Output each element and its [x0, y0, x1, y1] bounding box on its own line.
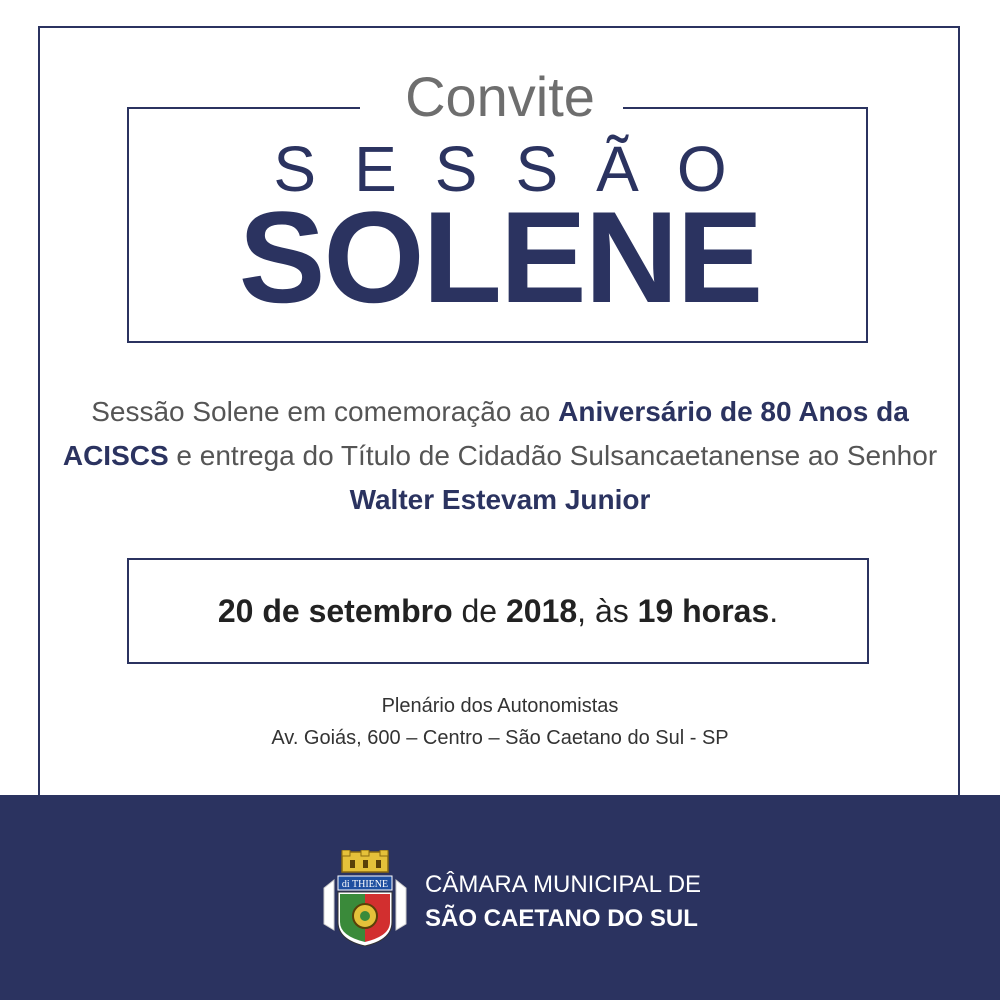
venue	[0, 690, 1000, 754]
date-end: .	[769, 593, 779, 629]
org-line-2: SÃO CAETANO DO SUL	[425, 905, 698, 932]
date-time: 19 horas	[637, 593, 770, 629]
city-crest-icon	[320, 850, 410, 950]
date-day-month: 20 de setembro	[217, 593, 453, 629]
desc-part-1: Sessão Solene em comemoração ao	[91, 396, 559, 427]
org-line-1: CÂMARA MUNICIPAL DE	[425, 871, 702, 898]
title-line-2: SOLENE	[238, 184, 762, 330]
invite-label-text: Convite	[377, 65, 623, 128]
desc-bold-2: Walter Estevam Junior	[349, 484, 651, 515]
venue-name: Plenário dos Autonomistas	[381, 695, 619, 717]
venue-address: Av. Goiás, 600 – Centro – São Caetano do Sul - SP	[271, 727, 729, 749]
crest-banner-text: di THIENE	[341, 879, 389, 890]
desc-part-2: e entrega do Título de Cidadão Sulsancaetanense ao Senhor	[168, 440, 938, 471]
desc-bold-1: Aniversário de 80 Anos da ACISCS	[62, 396, 909, 471]
date-de: de	[452, 593, 506, 629]
organization-name	[425, 868, 701, 936]
invite-label	[0, 62, 1000, 132]
date-box	[127, 558, 869, 664]
date-year: 2018	[505, 593, 578, 629]
title-line-1: SESSÃO	[273, 133, 765, 205]
event-description	[60, 390, 940, 522]
date-as: , às	[577, 593, 638, 629]
